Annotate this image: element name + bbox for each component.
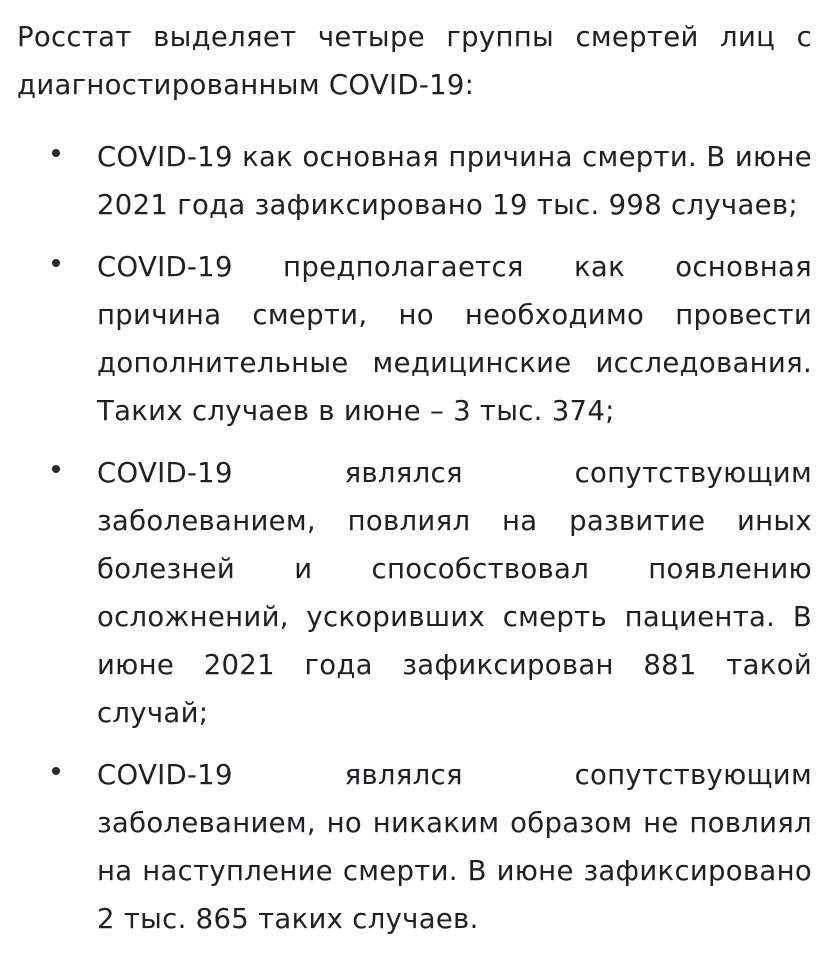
list-item [17,449,812,737]
intro-paragraph: Росстат выделяет четыре группы смертей лиц с диагностированным COVID-19: [17,21,812,101]
article-body [17,0,812,957]
list-item [17,133,812,229]
bullet-icon [52,149,60,157]
list-item [17,243,812,435]
list-item-text: COVID-19 как основная причина смерти. В июне 2021 года зафиксировано 19 тыс. 998 случаев; [97,141,812,221]
list-item-text: COVID-19 являлся сопутствующим заболеванием, повлиял на развитие иных болезней и способствовал появлению осложнений, ускоривших смерть пациента. В июне 2021 года зафиксирован 881 такой случай; [97,457,812,729]
list-item-text: COVID-19 являлся сопутствующим заболеванием, но никаким образом не повлиял на наступление смерти. В июне зафиксировано 2 тыс. 865 таких случаев. [97,759,812,935]
bullet-icon [52,767,60,775]
list-item [17,751,812,943]
bullet-icon [52,465,60,473]
bullet-list [17,133,812,943]
bullet-icon [52,259,60,267]
list-item-text: COVID-19 предполагается как основная причина смерти, но необходимо провести дополнительные медицинские исследования. Таких случаев в июне – 3 тыс. 374; [97,251,812,427]
